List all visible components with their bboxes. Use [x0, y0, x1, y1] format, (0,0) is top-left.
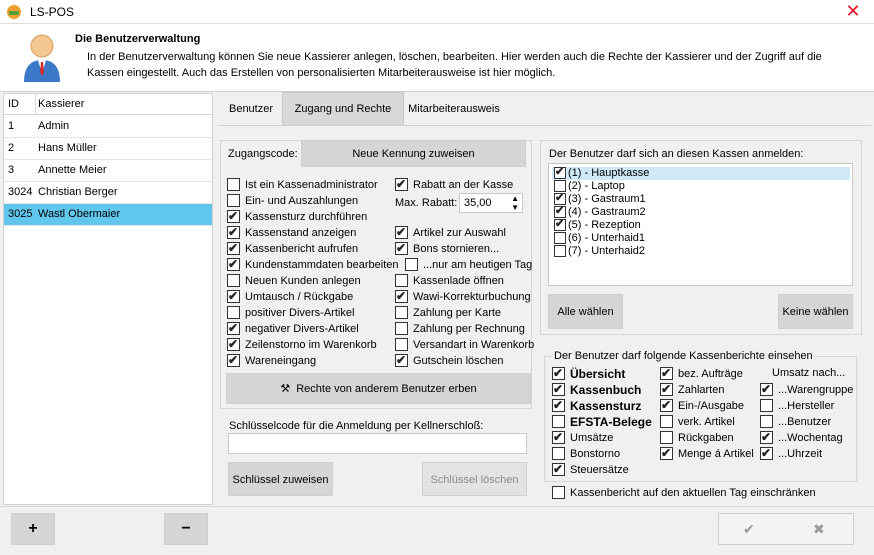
report-quantity-per-article[interactable]: ✔ Menge á Artikel: [660, 447, 754, 461]
checkbox[interactable]: [395, 290, 408, 303]
select-all-button[interactable]: Alle wählen: [548, 294, 623, 329]
checkbox[interactable]: [660, 431, 673, 444]
spinner-icon[interactable]: ▲ ▼: [511, 194, 519, 212]
row-name: Annette Meier: [38, 164, 107, 176]
checkbox[interactable]: [660, 399, 673, 412]
checkbox[interactable]: [227, 242, 240, 255]
tab-mitarbeiterausweis[interactable]: Mitarbeiterausweis: [408, 103, 500, 115]
window-title: LS-POS: [30, 5, 75, 19]
row-name: Christian Berger: [38, 186, 118, 198]
right-goods-receipt[interactable]: ✔ Wareneingang: [227, 354, 316, 368]
right-exchange-return[interactable]: ✔ Umtausch / Rückgabe: [227, 290, 353, 304]
plus-circle-icon: +: [28, 520, 38, 537]
report-tax-rates[interactable]: ✔ Steuersätze: [552, 463, 629, 477]
checkbox[interactable]: [554, 245, 566, 257]
row-id: 2: [8, 142, 15, 154]
report-overview[interactable]: ✔ Übersicht: [552, 367, 625, 381]
checkbox[interactable]: [395, 338, 408, 351]
right-today-only[interactable]: ...nur am heutigen Tag: [405, 258, 532, 272]
right-pay-card[interactable]: Zahlung per Karte: [395, 306, 501, 320]
row-name: Admin: [38, 120, 70, 132]
checkbox[interactable]: [227, 226, 240, 239]
table-row[interactable]: [4, 160, 212, 182]
cancel-x-icon[interactable]: ✖: [813, 521, 825, 537]
checkbox[interactable]: [552, 463, 565, 476]
right-shipping-type[interactable]: Versandart in Warenkorb: [395, 338, 534, 352]
list-item[interactable]: ✔ (1) - Hauptkasse: [552, 167, 850, 180]
checkbox[interactable]: [552, 431, 565, 444]
checkbox[interactable]: [552, 447, 565, 460]
checkbox[interactable]: [554, 219, 566, 231]
footer-divider: [0, 506, 874, 507]
magic-wand-icon: ⚒: [280, 383, 291, 395]
checkbox[interactable]: [660, 415, 673, 428]
report-paid-orders[interactable]: ✔ bez. Aufträge: [660, 367, 743, 381]
table-header: [4, 94, 212, 115]
header-banner: [0, 24, 874, 92]
restrict-today-checkbox[interactable]: Kassenbericht auf den aktuellen Tag einschränken: [552, 486, 816, 500]
checkbox[interactable]: [554, 167, 566, 179]
new-code-button[interactable]: Neue Kennung zuweisen: [301, 140, 526, 167]
checkbox[interactable]: [227, 306, 240, 319]
registers-label: Der Benutzer darf sich an diesen Kassen anmelden:: [549, 148, 804, 160]
remove-user-button[interactable]: [164, 513, 208, 545]
right-delete-voucher[interactable]: ✔ Gutschein löschen: [395, 354, 504, 368]
right-line-cancel[interactable]: ✔ Zeilenstorno im Warenkorb: [227, 338, 377, 352]
select-none-button[interactable]: Keine wählen: [778, 294, 853, 329]
checkbox[interactable]: [227, 322, 240, 335]
checkbox[interactable]: [554, 232, 566, 244]
checkbox[interactable]: [554, 193, 566, 205]
right-edit-customers[interactable]: ✔ Kundenstammdaten bearbeiten: [227, 258, 399, 272]
tab-divider: [218, 125, 871, 126]
tab-zugang-und-rechte[interactable]: Zugang und Rechte: [282, 92, 404, 126]
list-item[interactable]: (6) - Unterhaid1: [552, 232, 850, 245]
checkbox[interactable]: [227, 274, 240, 287]
report-by-user[interactable]: ...Benutzer: [760, 415, 831, 429]
checkbox[interactable]: [760, 431, 773, 444]
right-show-cash-level[interactable]: ✔ Kassenstand anzeigen: [227, 226, 356, 240]
row-name: Wastl Obermaier: [38, 208, 121, 220]
report-by-product-group[interactable]: ✔ ...Warengruppe: [760, 383, 853, 397]
app-icon: [6, 4, 22, 20]
checkbox[interactable]: [760, 447, 773, 460]
checkbox[interactable]: [395, 354, 408, 367]
right-rebate[interactable]: ✔ Rabatt an der Kasse: [395, 178, 513, 192]
checkbox[interactable]: [395, 322, 408, 335]
header-title: Die Benutzerverwaltung: [75, 33, 201, 45]
tab-benutzer[interactable]: Benutzer: [228, 103, 274, 115]
checkbox[interactable]: [227, 338, 240, 351]
row-id: 3: [8, 164, 15, 176]
right-wawi-correction[interactable]: ✔ Wawi-Korrekturbuchung: [395, 290, 531, 304]
dialog-actions: [718, 513, 854, 545]
column-header-id[interactable]: ID: [8, 98, 19, 110]
report-by-weekday[interactable]: ✔ ...Wochentag: [760, 431, 843, 445]
checkbox[interactable]: [227, 354, 240, 367]
list-item[interactable]: ✔ (4) - Gastraum2: [552, 206, 850, 219]
checkbox[interactable]: [760, 383, 773, 396]
checkbox[interactable]: [552, 399, 565, 412]
assign-key-button[interactable]: Schlüssel zuweisen: [228, 462, 333, 496]
right-cancel-receipts[interactable]: ✔ Bons stornieren...: [395, 242, 499, 256]
sales-by-label: Umsatz nach...: [772, 367, 846, 379]
checkbox[interactable]: [660, 447, 673, 460]
list-item[interactable]: ✔ (3) - Gastraum1: [552, 193, 850, 206]
checkbox[interactable]: [395, 274, 408, 287]
delete-key-button[interactable]: Schlüssel löschen: [422, 462, 527, 496]
table-row[interactable]: [4, 182, 212, 204]
right-is-admin[interactable]: Ist ein Kassenadministrator: [227, 178, 378, 192]
checkbox[interactable]: [227, 210, 240, 223]
report-efsta[interactable]: EFSTA-Belege: [552, 415, 652, 429]
right-cash-in-out[interactable]: Ein- und Auszahlungen: [227, 194, 358, 208]
ok-check-icon[interactable]: ✔: [743, 521, 755, 537]
inherit-rights-button[interactable]: ⚒ Rechte von anderem Benutzer erben: [226, 373, 531, 404]
report-returns[interactable]: Rückgaben: [660, 431, 734, 445]
right-positive-misc[interactable]: positiver Divers-Artikel: [227, 306, 354, 320]
checkbox[interactable]: [552, 486, 565, 499]
list-item[interactable]: (2) - Laptop: [552, 180, 850, 193]
checkbox[interactable]: [395, 226, 408, 239]
row-id: 3025: [8, 208, 33, 220]
report-payment-types[interactable]: ✔ Zahlarten: [660, 383, 724, 397]
list-item[interactable]: ✔ (5) - Rezeption: [552, 219, 850, 232]
row-id: 3024: [8, 186, 33, 198]
checkbox[interactable]: [395, 306, 408, 319]
checkbox[interactable]: [227, 290, 240, 303]
right-open-drawer[interactable]: Kassenlade öffnen: [395, 274, 504, 288]
report-by-time[interactable]: ✔ ...Uhrzeit: [760, 447, 822, 461]
report-sold-articles[interactable]: verk. Artikel: [660, 415, 735, 429]
report-sales[interactable]: ✔ Umsätze: [552, 431, 613, 445]
checkbox[interactable]: [554, 206, 566, 218]
checkbox[interactable]: [660, 383, 673, 396]
checkbox[interactable]: [552, 415, 565, 428]
header-description: In der Benutzerverwaltung können Sie neue Kassierer anlegen, löschen, bearbeiten. Hier werden auch die Rechte der Kassierer und der Zugriff auf die Kassen eingestellt. Auch das Erstellen von personalisierten Mitarbeiterausweise ist hier möglich.: [87, 51, 822, 79]
list-item[interactable]: (7) - Unterhaid2: [552, 245, 850, 258]
report-cashbook[interactable]: ✔ Kassenbuch: [552, 383, 641, 397]
right-negative-misc[interactable]: ✔ negativer Divers-Artikel: [227, 322, 359, 336]
checkbox[interactable]: [660, 367, 673, 380]
checkbox[interactable]: [227, 194, 240, 207]
key-code-label: Schlüsselcode für die Anmeldung per Kellnerschloß:: [229, 420, 484, 432]
row-name: Hans Müller: [38, 142, 97, 154]
reports-legend: Der Benutzer darf folgende Kassenberichte einsehen: [554, 350, 813, 362]
user-avatar-icon: [22, 32, 62, 84]
report-in-out[interactable]: ✔ Ein-/Ausgabe: [660, 399, 744, 413]
checkbox[interactable]: [227, 178, 240, 191]
key-code-input[interactable]: [228, 433, 527, 454]
report-by-manufacturer[interactable]: ...Hersteller: [760, 399, 834, 413]
access-code-label: Zugangscode:: [228, 148, 298, 160]
table-row[interactable]: [4, 138, 212, 160]
title-bar: [0, 0, 874, 24]
right-cash-count[interactable]: ✔ Kassensturz durchführen: [227, 210, 367, 224]
checkbox[interactable]: [395, 242, 408, 255]
right-pay-invoice[interactable]: Zahlung per Rechnung: [395, 322, 525, 336]
checkbox[interactable]: [552, 367, 565, 380]
checkbox[interactable]: [227, 258, 240, 271]
add-user-button[interactable]: [11, 513, 55, 545]
registers-list[interactable]: [548, 163, 853, 286]
table-row[interactable]: [4, 116, 212, 138]
checkbox[interactable]: [554, 180, 566, 192]
row-id: 1: [8, 120, 15, 132]
checkbox[interactable]: [760, 415, 773, 428]
max-rebate-input[interactable]: 35,00 ▲ ▼: [459, 193, 523, 213]
column-header-cashier[interactable]: Kassierer: [38, 98, 85, 110]
checkbox[interactable]: [760, 399, 773, 412]
right-new-customer[interactable]: Neuen Kunden anlegen: [227, 274, 361, 288]
checkbox[interactable]: [552, 383, 565, 396]
cashier-table: [3, 93, 213, 505]
checkbox[interactable]: [395, 178, 408, 191]
report-cash-count[interactable]: ✔ Kassensturz: [552, 399, 641, 413]
right-cash-report[interactable]: ✔ Kassenbericht aufrufen: [227, 242, 358, 256]
max-rebate-label: Max. Rabatt:: [395, 197, 458, 209]
checkbox[interactable]: [405, 258, 418, 271]
close-icon[interactable]: ✕: [845, 1, 861, 21]
right-article-selection[interactable]: ✔ Artikel zur Auswahl: [395, 226, 506, 240]
report-bon-cancel[interactable]: Bonstorno: [552, 447, 620, 461]
table-row-selected[interactable]: [4, 204, 212, 226]
minus-circle-icon: −: [181, 520, 191, 537]
